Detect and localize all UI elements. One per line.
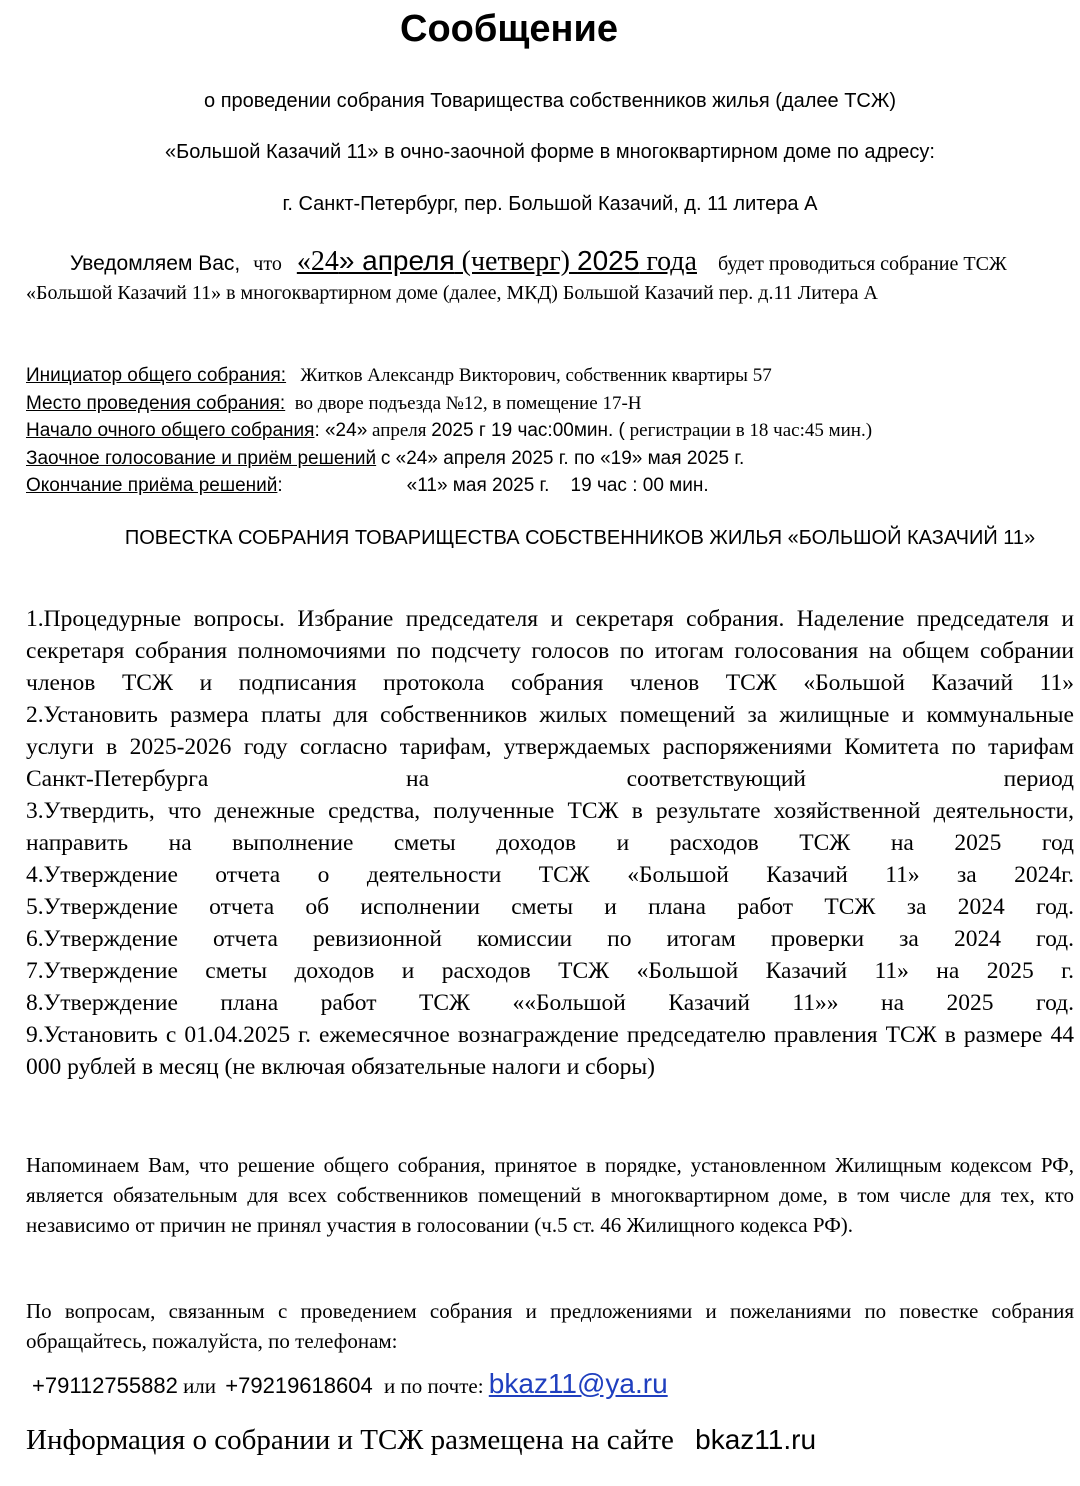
mail-label: и по почте:: [383, 1374, 484, 1398]
initiator-value: Житков Александр Викторович, собственник квартиры 57: [300, 365, 772, 386]
date-day: «24: [296, 246, 339, 277]
agenda-list: [26, 603, 1074, 1083]
legal-reminder: Напоминаем Вам, что решение общего собрания, принятое в порядке, установленном Жилищным кодексом РФ, является обязательным для всех собственников помещений в многоквартирном доме, в том числе для тех, кто независимо от причин не принял участия в голосовании (ч.5 ст. 46 Жилищного кодекса РФ).: [26, 1153, 1074, 1237]
announcement-lead: Уведомляем Вас,: [70, 252, 241, 275]
address-line: г. Санкт-Петербург, пер. Большой Казачий, д. 11 литера А: [282, 193, 818, 215]
document-title: Сообщение: [400, 8, 618, 50]
phone-1[interactable]: +79112755882: [32, 1373, 178, 1398]
agenda-item: 9.Установить с 01.04.2025 г. ежемесячное вознаграждение председателю правления ТСЖ в размере 44 000 рублей в месяц (не включая обязательные налоги и сборы): [26, 1022, 1074, 1080]
meeting-info: [26, 362, 1076, 500]
end-row: [26, 472, 1076, 500]
announcement-paragraph: [26, 246, 1076, 308]
start-month: апреля: [372, 420, 427, 441]
end-value: «11» мая 2025 г. 19 час : 00 мин.: [406, 475, 709, 496]
date-year: 2025: [577, 245, 640, 276]
contacts-or: или: [183, 1374, 217, 1398]
announcement-rest: будет проводиться собрание ТСЖ «Большой Казачий 11» в многоквартирном доме (далее, МКД) Большой Казачий пер. д.11 Литера А: [26, 253, 1007, 304]
place-row: [26, 390, 1076, 418]
initiator-label: Инициатор общего собрания:: [26, 365, 287, 386]
agenda-item: 4.Утверждение отчета о деятельности ТСЖ «Большой Казачий 11» за 2024г.: [26, 862, 1074, 888]
website-line: [26, 1424, 1076, 1457]
absentee-label: Заочное голосование и приём решений: [26, 447, 377, 469]
start-label: Начало очного общего собрания: [26, 420, 315, 441]
agenda-item: 2.Установить размера платы для собственников жилых помещений за жилищные и коммунальные услуги в 2025-2026 году согласно тарифам, утверждаемых распоряжениями Комитета по тарифам Санкт-Петербурга на соответствующий период: [26, 702, 1074, 792]
meeting-date: [297, 246, 697, 277]
start-row: [26, 417, 1076, 445]
agenda-item: 6.Утверждение отчета ревизионной комиссии по итогам проверки за 2024 год.: [26, 926, 1074, 952]
date-year-word: года: [639, 246, 697, 277]
absentee-value: с «24» апреля 2025 г. по «19» мая 2025 г.: [380, 447, 745, 469]
start-day: : «24»: [314, 420, 368, 441]
email-link[interactable]: bkaz11@ya.ru: [488, 1368, 668, 1399]
questions-paragraph: По вопросам, связанным с проведением собрания и предложениями и пожеланиями по повестке собрания обращайтесь, пожалуйста, по телефонам:: [26, 1299, 1074, 1353]
subtitle-line-1: о проведении собрания Товарищества собственников жилья (далее ТСЖ): [204, 90, 896, 112]
end-label: Окончание приёма решений: [26, 475, 278, 496]
contacts-line: [32, 1368, 1072, 1400]
agenda-item: 3.Утвердить, что денежные средства, полученные ТСЖ в результате хозяйственной деятельности, направить на выполнение сметы доходов и расходов ТСЖ на 2025 год: [26, 798, 1074, 856]
agenda-item: 5.Утверждение отчета об исполнении сметы и плана работ ТСЖ за 2024 год.: [26, 894, 1074, 920]
place-value: во дворе подъезда №12, в помещение 17-Н: [294, 392, 642, 414]
announcement-that: что: [253, 253, 282, 275]
agenda-item: 7.Утверждение сметы доходов и расходов ТСЖ «Большой Казачий 11» на 2025 г.: [26, 958, 1074, 984]
absentee-row: [26, 445, 1076, 473]
agenda-item: 8.Утверждение плана работ ТСЖ ««Большой Казачий 11»» на 2025 год.: [26, 990, 1074, 1016]
subtitle-line-2: «Большой Казачий 11» в очно-заочной форме в многоквартирном доме по адресу:: [165, 141, 935, 163]
website-text: Информация о собрании и ТСЖ размещена на сайте: [26, 1424, 674, 1456]
initiator-row: [26, 362, 1076, 390]
website-link[interactable]: bkaz11.ru: [695, 1424, 817, 1455]
end-colon: :: [277, 475, 283, 496]
date-weekday: (четверг): [454, 246, 578, 277]
agenda-title: ПОВЕСТКА СОБРАНИЯ ТОВАРИЩЕСТВА СОБСТВЕННИКОВ ЖИЛЬЯ «БОЛЬШОЙ КАЗАЧИЙ 11»: [124, 527, 1036, 549]
agenda-item: 1.Процедурные вопросы. Избрание председателя и секретаря собрания. Наделение председателя и секретаря собрания полномочиями по подсчету голосов по итогам голосования на общем собрании членов ТСЖ и подписания протокола собрания членов ТСЖ «Большой Казачий 11»: [26, 606, 1074, 696]
phone-2[interactable]: +79219618604: [225, 1373, 373, 1398]
registration-time: регистрации в 18 час:45 мин.): [629, 420, 873, 441]
date-month: » апреля: [338, 245, 455, 276]
start-time: 2025 г 19 час:00мин. (: [431, 420, 625, 441]
place-label: Место проведения собрания:: [26, 392, 286, 414]
